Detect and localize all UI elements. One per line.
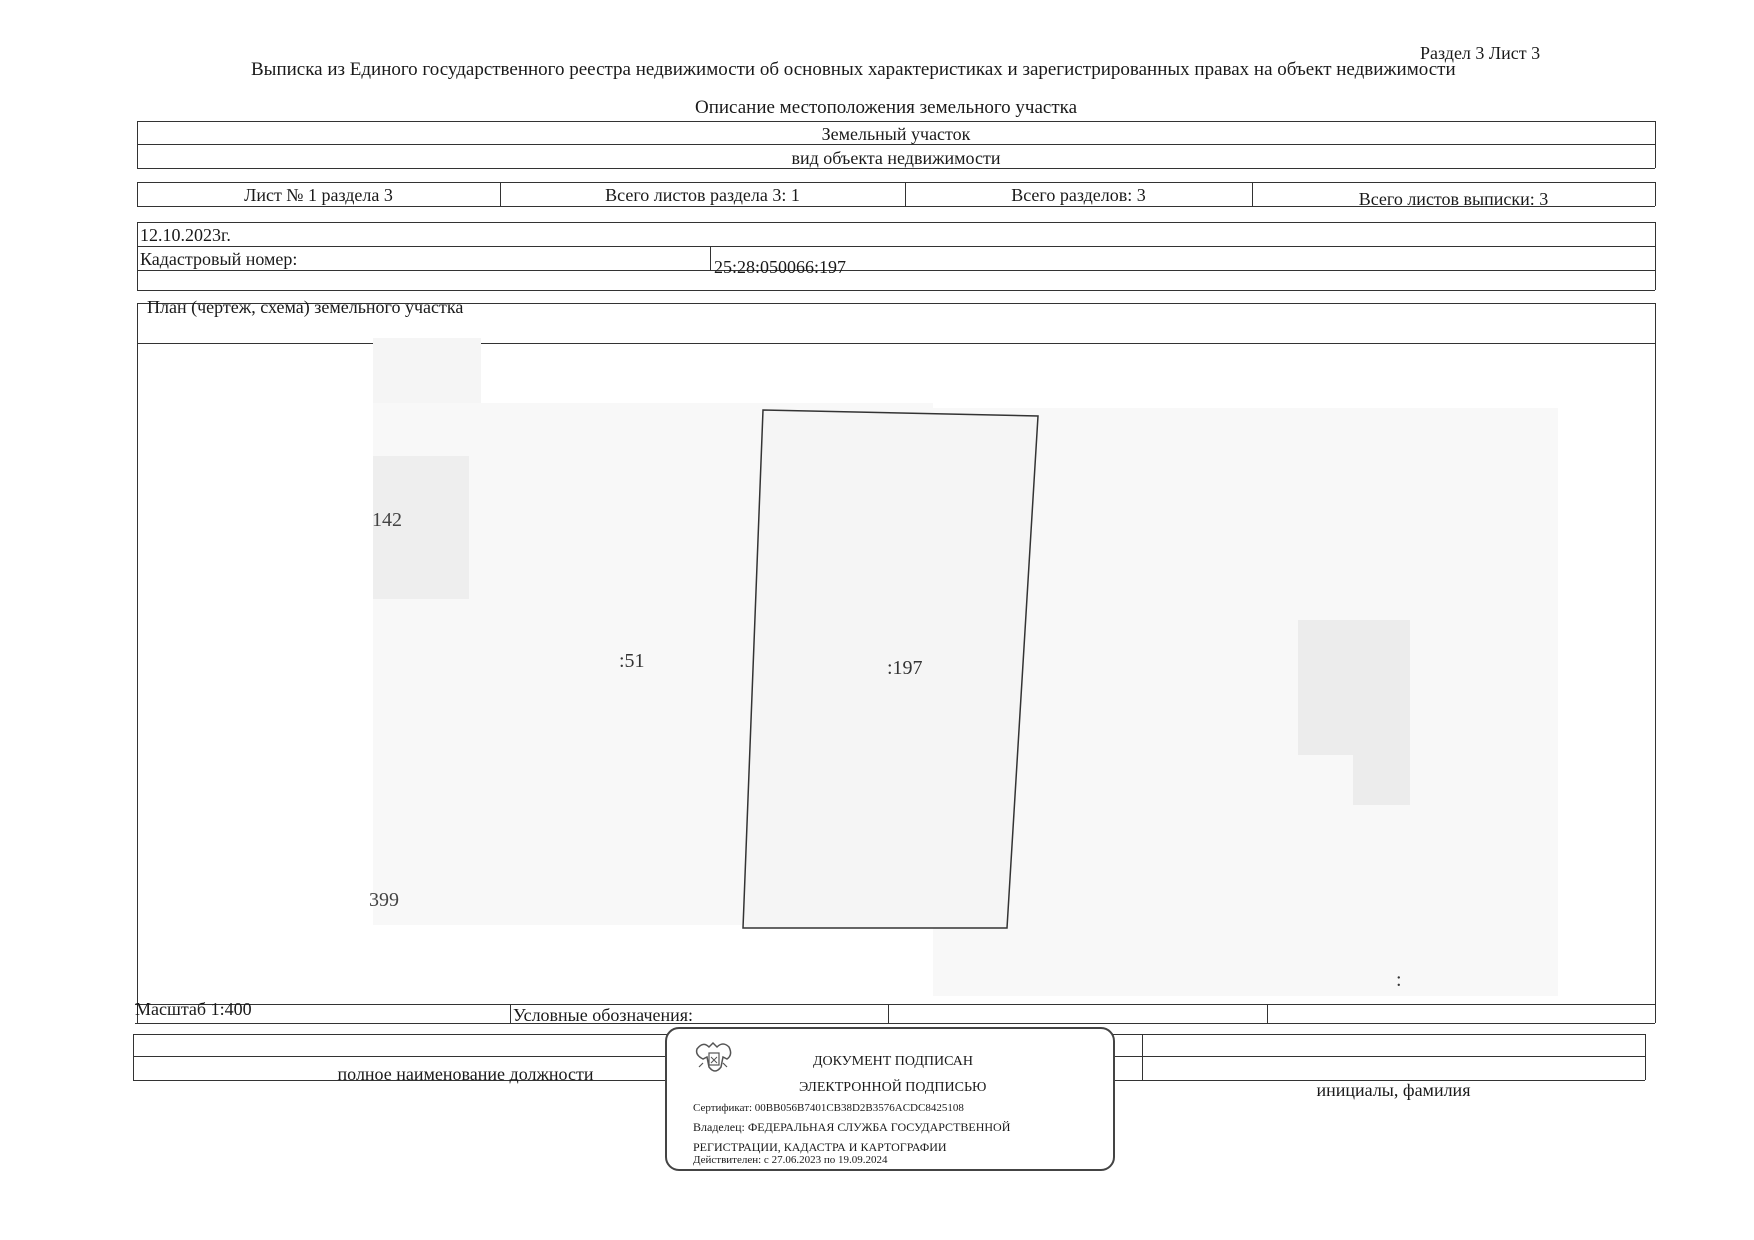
section-sheet-label: Раздел 3 Лист 3	[1420, 43, 1541, 63]
total-section-sheets: Всего листов раздела 3: 1	[605, 185, 800, 205]
stamp-owner-line-1: Владелец: ФЕДЕРАЛЬНАЯ СЛУЖБА ГОСУДАРСТВЕННОЙ	[693, 1120, 1011, 1134]
stamp-line-signature: ЭЛЕКТРОННОЙ ПОДПИСЬЮ	[799, 1080, 987, 1095]
map-label-right-edge: :	[1396, 969, 1402, 991]
scale-label: Масштаб 1:400	[135, 999, 252, 1019]
stamp-certificate: Сертификат: 00BB056B7401CB38D2B3576ACDC8425108	[693, 1102, 964, 1114]
stamp-validity: Действителен: с 27.06.2023 по 19.09.2024	[693, 1154, 888, 1166]
position-caption: полное наименование должности	[337, 1064, 594, 1084]
coat-of-arms-icon	[691, 1037, 739, 1085]
name-caption: инициалы, фамилия	[1316, 1080, 1471, 1100]
electronic-signature-stamp	[665, 1027, 1115, 1171]
document-subtitle: Описание местоположения земельного участка	[695, 97, 1078, 118]
cadastral-number-label: Кадастровый номер:	[140, 249, 298, 269]
legend-label: Условные обозначения:	[513, 1005, 694, 1025]
plan-title: План (чертеж, схема) земельного участка	[147, 297, 464, 317]
total-extract-sheets: Всего листов выписки: 3	[1358, 189, 1549, 209]
sheet-number: Лист № 1 раздела 3	[244, 185, 393, 205]
extract-date: 12.10.2023г.	[140, 225, 231, 245]
total-sections: Всего разделов: 3	[1011, 185, 1146, 205]
object-type-caption: вид объекта недвижимости	[791, 148, 1001, 168]
object-type-value: Земельный участок	[821, 124, 971, 144]
stamp-owner-line-2: РЕГИСТРАЦИИ, КАДАСТРА И КАРТОГРАФИИ	[693, 1140, 947, 1154]
map-label-neighbor: :51	[619, 650, 645, 672]
land-plot-map	[135, 338, 1645, 1004]
map-label-left-bottom: 399	[369, 889, 399, 911]
map-label-subject: :197	[887, 657, 923, 679]
cadastral-number-value: 25:28:050066:197	[714, 257, 847, 277]
document-title: Выписка из Единого государственного реестра недвижимости об основных характеристиках и зарегистрированных правах на объект недвижимости	[251, 59, 1456, 80]
map-label-left-top: 142	[372, 509, 402, 531]
stamp-line-signed: ДОКУМЕНТ ПОДПИСАН	[813, 1054, 973, 1069]
